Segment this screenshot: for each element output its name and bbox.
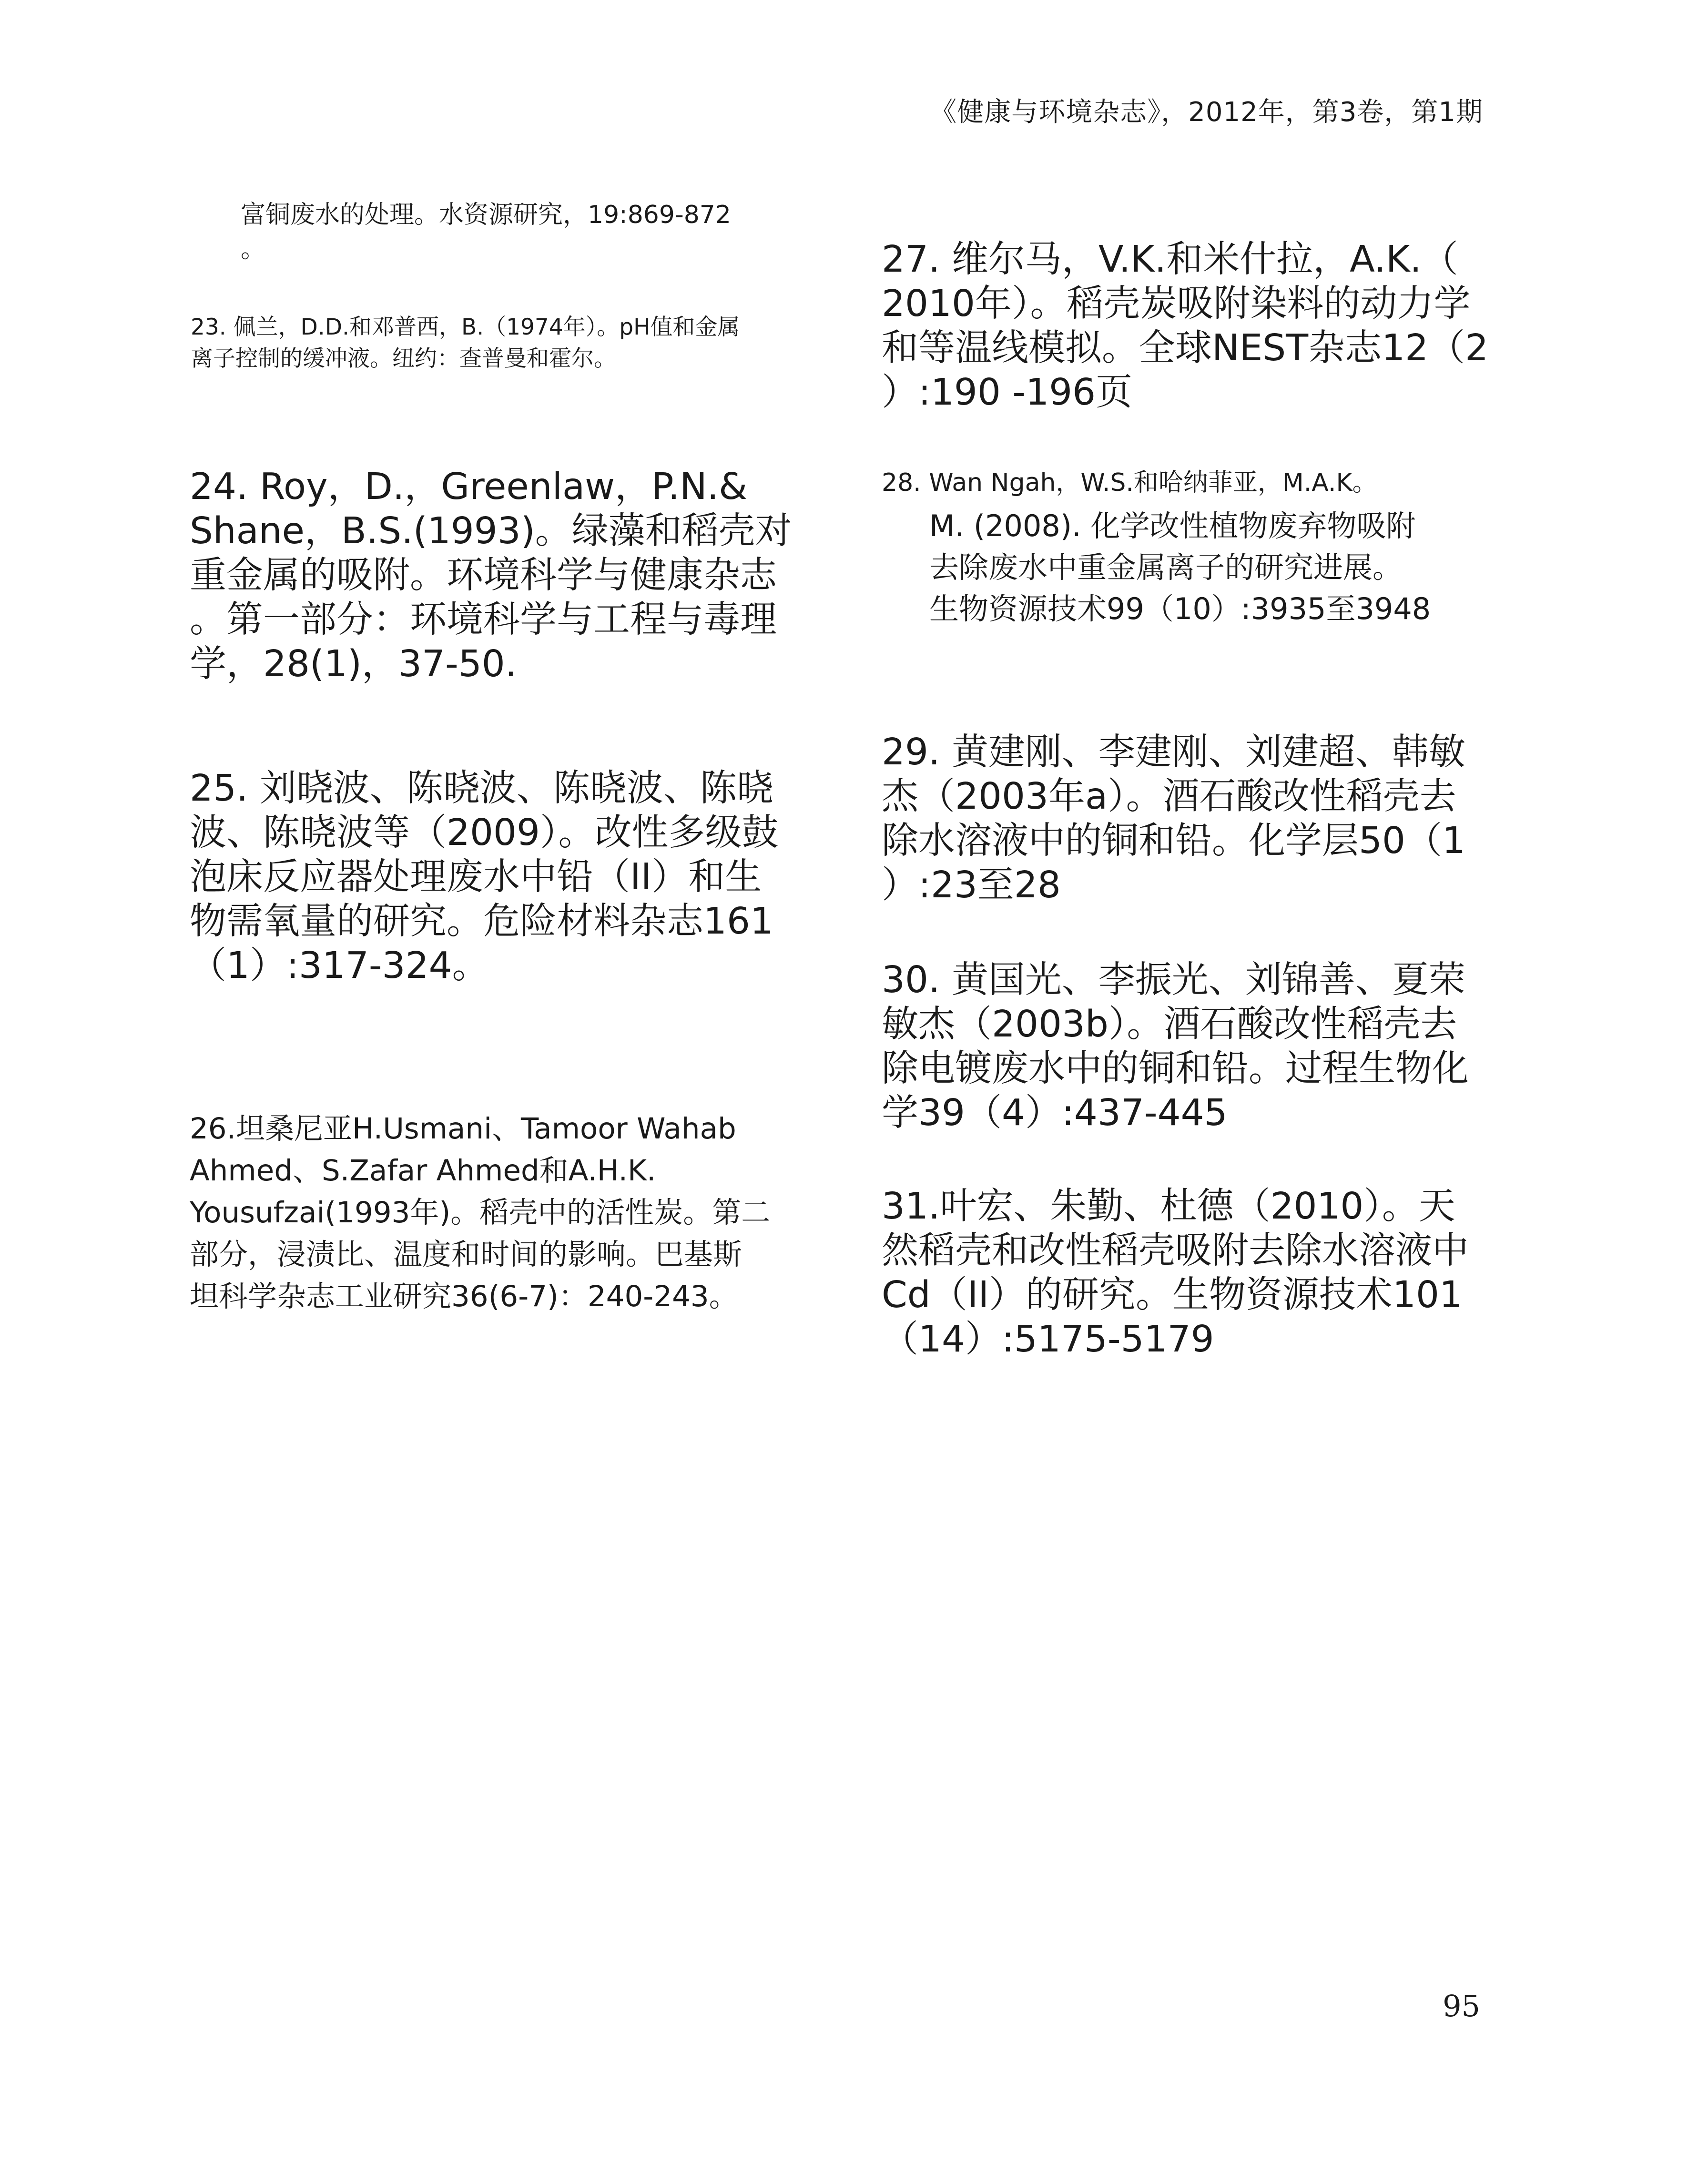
text-line: 29. 黄建刚、李建刚、刘建超、韩敏 [882,731,1465,773]
text-line: 2010年）。稻壳炭吸附染料的动力学 [882,283,1471,325]
reference-28 [882,463,1501,630]
text-line: 27. 维尔马，V.K.和米什拉，A.K.（ [882,238,1458,281]
text-line: 。第一部分：环境科学与工程与毒理 [190,599,777,641]
text-line: Yousufzai(1993年)。稻壳中的活性炭。第二 [190,1196,771,1229]
text-line: Cd（II）的研究。生物资源技术101 [882,1274,1463,1316]
text-line: 离子控制的缓冲液。纽约：查普曼和霍尔。 [191,345,616,372]
text-line: 去除废水中重金属离子的研究进展。 [929,550,1403,585]
reference-22-continuation [241,198,813,266]
text-line: M. (2008). 化学改性植物废弃物吸附 [929,508,1416,543]
text-line: Shane，B.S.(1993)。绿藻和稻壳对 [190,510,792,552]
reference-23 [191,312,810,375]
text-line: 波、陈晓波等（2009）。改性多级鼓 [190,812,779,854]
text-line: 富铜废水的处理。水资源研究，19:869-872 [241,201,731,229]
reference-25 [190,766,814,988]
text-line: 23. 佩兰，D.D.和邓普西，B.（1974年）。pH值和金属 [191,314,740,340]
text-line: 26.坦桑尼亚H.Usmani、Tamoor Wahab [190,1112,736,1146]
text-line: 部分，浸渍比、温度和时间的影响。巴基斯 [190,1238,742,1271]
text-line: （1）:317-324。 [190,945,489,987]
text-line: 28. Wan Ngah，W.S.和哈纳菲亚，M.A.K。 [882,468,1377,497]
text-line: 30. 黄国光、李振光、刘锦善、夏荣 [882,959,1465,1001]
reference-28-body [882,505,1501,630]
text-line: 敏杰（2003b）。酒石酸改性稻壳去 [882,1003,1457,1046]
text-line: （14）:5175-5179 [882,1318,1214,1361]
text-line: 25. 刘晓波、陈晓波、陈晓波、陈晓 [190,767,773,810]
reference-29 [882,730,1501,907]
text-line: ）:190 -196页 [882,371,1133,414]
text-line: 学，28(1)，37-50. [190,643,517,685]
text-line: 泡床反应器处理废水中铅（II）和生 [190,856,762,898]
text-line: 杰（2003年a）。酒石酸改性稻壳去 [882,775,1456,818]
text-line: 生物资源技术99（10）:3935至3948 [929,591,1431,626]
text-line: ）:23至28 [882,864,1061,906]
reference-26 [190,1108,814,1318]
reference-27 [882,237,1501,415]
page-number: 95 [1443,1989,1480,2023]
reference-24 [190,465,814,686]
text-line: 。 [241,235,266,264]
text-line: 除电镀废水中的铜和铅。过程生物化 [882,1047,1469,1090]
text-line: 重金属的吸附。环境科学与健康杂志 [190,554,777,597]
journal-header: 《健康与环境杂志》，2012年，第3卷，第1期 [930,97,1483,128]
text-line: Ahmed、S.Zafar Ahmed和A.H.K. [190,1154,656,1188]
text-line: 除水溶液中的铜和铅。化学层50（1 [882,820,1465,862]
reference-31 [882,1184,1501,1361]
text-line: 24. Roy，D.，Greenlaw，P.N.& [190,466,748,508]
text-line: 学39（4）:437-445 [882,1092,1228,1134]
text-line: 坦科学杂志工业研究36(6-7)：240-243。 [190,1280,738,1313]
text-line: 和等温线模拟。全球NEST杂志12（2 [882,327,1489,369]
text-line: 然稻壳和改性稻壳吸附去除水溶液中 [882,1229,1469,1272]
reference-30 [882,958,1501,1135]
text-line: 物需氧量的研究。危险材料杂志161 [190,900,773,943]
text-line: 31.叶宏、朱勤、杜德（2010）。天 [882,1185,1455,1228]
